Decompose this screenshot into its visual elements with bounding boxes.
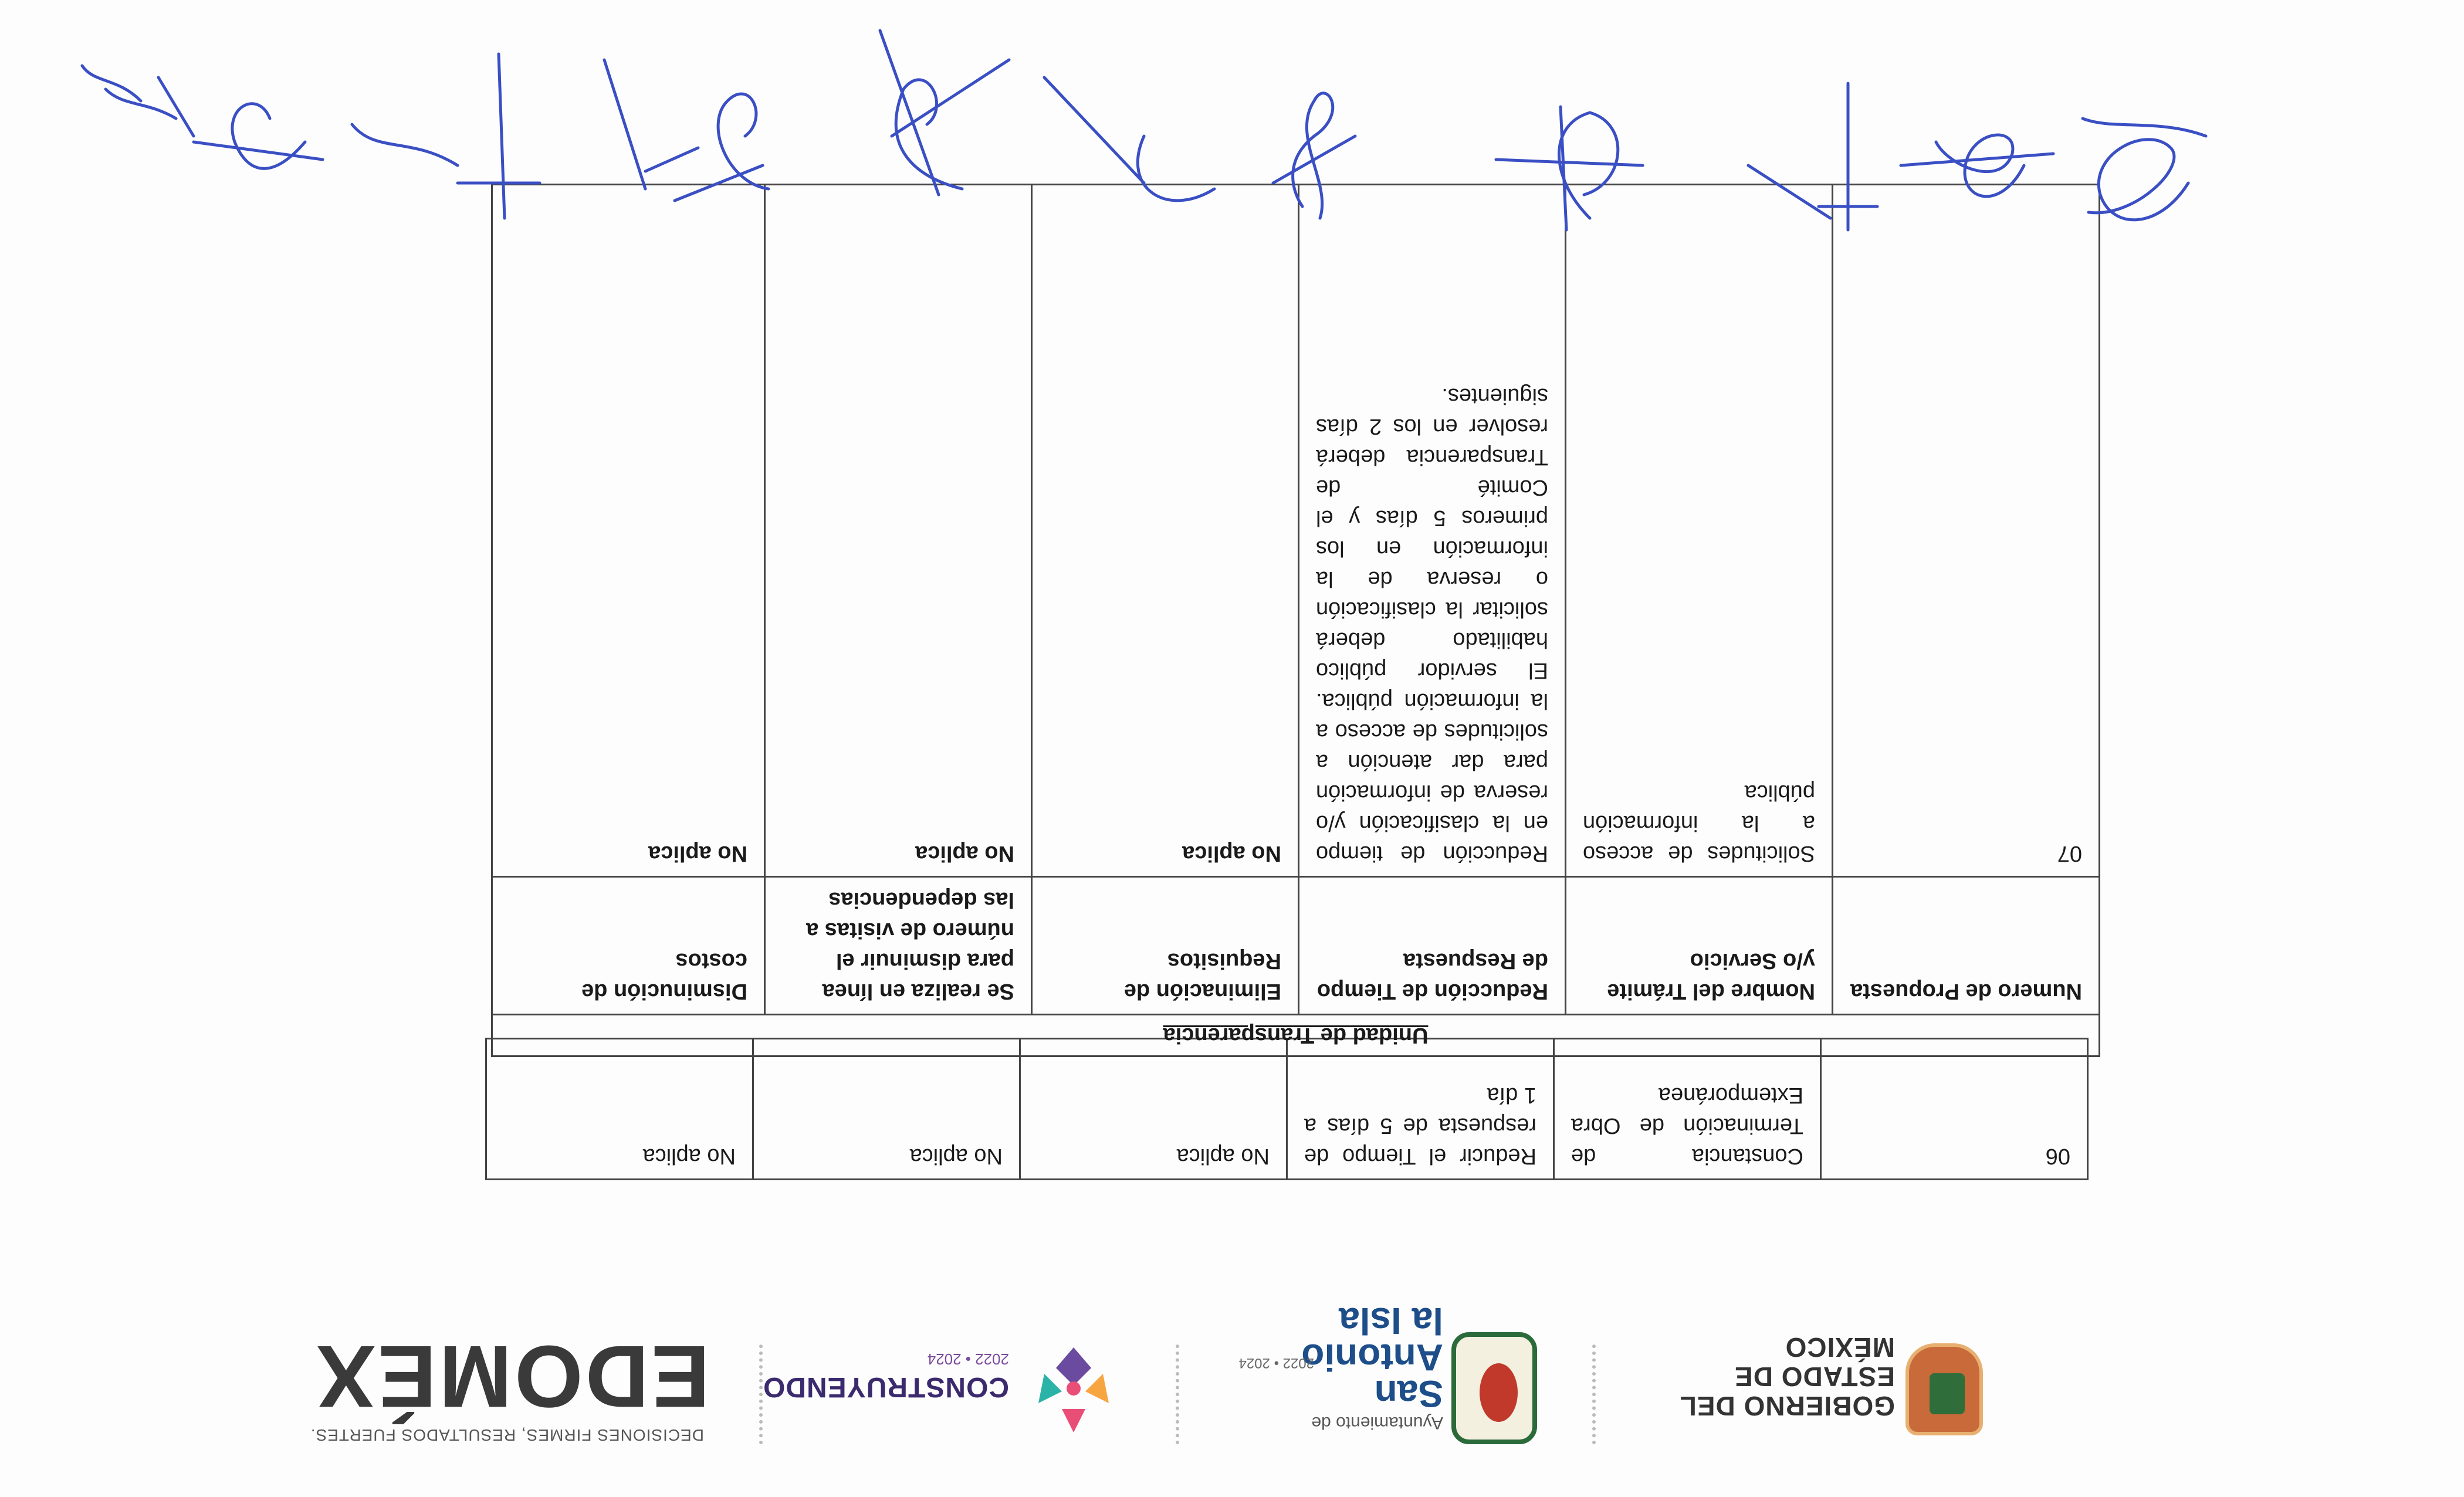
proposal-number: 06 [1821, 1039, 2088, 1180]
time-reduction: Reducir el Tiempo de respuesta de 5 días a 1 día [1287, 1039, 1554, 1180]
tramite-name: Solicitudes de acceso a la información pública [1566, 185, 1833, 877]
signatures-drawing [0, 1, 2464, 253]
online-service: No aplica [753, 1039, 1020, 1180]
gobierno-estado-mexico-logo [1654, 1332, 1983, 1438]
time-reduction: Reducción de tiempo en la clasificación y/o reserva de información para dar atención a solicitudes de acceso a la información pública. El servidor público habilitado deberá solicitar la clasificación o reserva de la información en los primeros 5 días y el Comité de Transparencia deberá resolver en los 2 días siguientes. [1299, 185, 1566, 877]
unit-title: Unidad de Transparencia [492, 1015, 2099, 1056]
logo-separator [759, 1344, 763, 1444]
header-logos [0, 1300, 2464, 1462]
san-antonio-la-isla-logo: Ayuntamiento de San Antonio la Isla 2022 • 2024 [1232, 1339, 1537, 1444]
signature [645, 94, 769, 189]
requirements-elimination: No aplica [1032, 185, 1299, 877]
col-header-costos: Disminución de costos [492, 877, 764, 1015]
col-header-reduccion: Reducción de Tiempo de Respuesta [1299, 877, 1566, 1015]
construyendo-logo: CONSTRUYENDO 2022 • 2024 [821, 1339, 1126, 1444]
gov-logo-text: GOBIERNO DEL ESTADO DE MÉXICO [1679, 1332, 1895, 1421]
logo-separator [1176, 1344, 1179, 1444]
col-header-requisitos: Eliminación de Requisitos [1032, 877, 1299, 1015]
table-row [486, 1039, 2088, 1180]
signature [1748, 83, 1877, 230]
col-header-tramite: Nombre del Trámite y/o Servicio [1566, 877, 1833, 1015]
municipal-seal-icon [1451, 1332, 1537, 1444]
state-shield-icon [1905, 1343, 1983, 1435]
signature [2089, 140, 2188, 220]
signature [158, 77, 323, 168]
signature [892, 60, 1009, 189]
online-service: No aplica [765, 185, 1032, 877]
construyendo-mark-icon [1021, 1339, 1126, 1444]
header-row [492, 877, 2099, 1015]
signature [1044, 77, 1214, 201]
signature [1936, 135, 2024, 197]
proposal-number: 07 [1833, 185, 2100, 877]
cost-reduction: No aplica [486, 1039, 753, 1180]
table-row [492, 185, 2099, 877]
signature [352, 54, 540, 218]
edomex-logo: DECISIONES FIRMES, RESULTADOS FUERTES. EDOMÉX [310, 1327, 710, 1444]
signatures-area [0, 1, 2464, 253]
tramite-name: Constancia de Terminación de Obra Extemporánea [1554, 1039, 1821, 1180]
unit-title-row [492, 1015, 2099, 1056]
col-header-numero: Numero de Propuesta [1833, 877, 2100, 1015]
col-header-en-linea: Se realiza en línea para disminuir el número de visitas a las dependencias [765, 877, 1032, 1015]
logo-separator [1592, 1344, 1596, 1444]
requirements-elimination: No aplica [1020, 1039, 1287, 1180]
transparency-unit-table [491, 184, 2100, 1057]
cost-reduction: No aplica [492, 185, 764, 877]
signature [1496, 113, 1643, 218]
signature [1293, 93, 1333, 218]
proposal-table-06 [485, 1038, 2089, 1180]
